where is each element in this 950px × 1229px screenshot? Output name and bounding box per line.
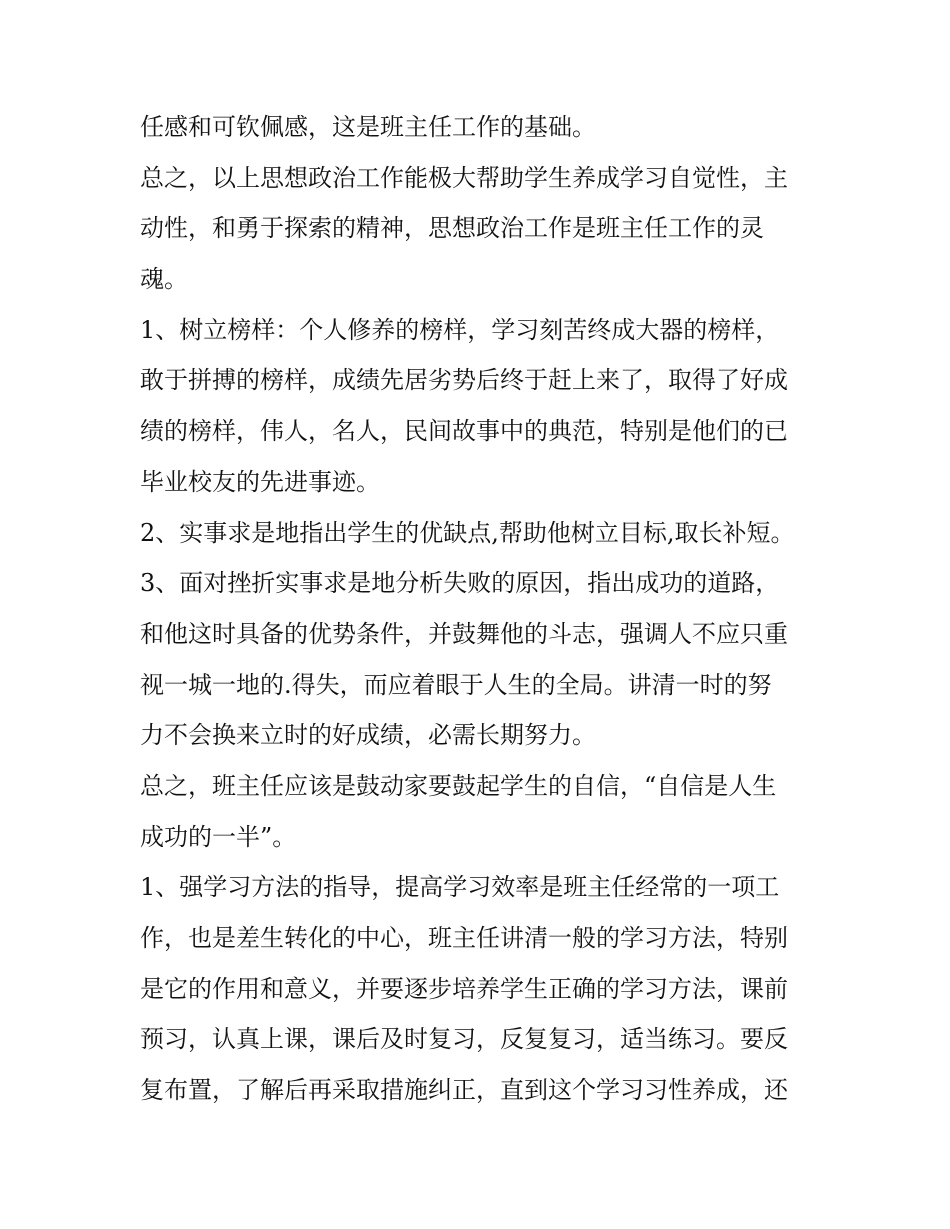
text-line: 1、树立榜样：个人修养的榜样，学习刻苦终成大器的榜样， <box>140 315 780 344</box>
text-line: 魂。 <box>140 265 188 294</box>
text-line: 总之，以上思想政治工作能极大帮助学生养成学习自觉性，主 <box>140 163 788 192</box>
text-line: 预习，认真上课，课后及时复习，反复复习，适当练习。要反 <box>140 1025 788 1054</box>
text-line: 2、实事求是地指出学生的优缺点,帮助他树立目标,取长补短。 <box>140 518 795 547</box>
text-line: 总之，班主任应该是鼓动家要鼓起学生的自信，“自信是人生 <box>140 771 777 800</box>
text-line: 敢于拼搏的榜样，成绩先居劣势后终于赶上来了，取得了好成 <box>140 366 788 395</box>
text-line: 绩的榜样，伟人，名人，民间故事中的典范，特别是他们的已 <box>140 417 788 446</box>
text-line: 和他这时具备的优势条件，并鼓舞他的斗志，强调人不应只重 <box>140 619 788 648</box>
text-line: 毕业校友的先进事迹。 <box>140 467 380 496</box>
text-line: 视一城一地的.得失，而应着眼于人生的全局。讲清一时的努 <box>140 670 772 699</box>
text-line: 是它的作用和意义，并要逐步培养学生正确的学习方法，课前 <box>140 974 788 1003</box>
text-line: 任感和可钦佩感，这是班主任工作的基础。 <box>140 113 596 141</box>
text-line: 力不会换来立时的好成绩，必需长期努力。 <box>140 721 596 750</box>
text-line: 3、面对挫折实事求是地分析失败的原因，指出成功的道路， <box>140 569 780 598</box>
text-line: 1、强学习方法的指导，提高学习效率是班主任经常的一项工 <box>140 873 780 902</box>
document-body <box>140 102 840 1116</box>
text-line: 复布置，了解后再采取措施纠正，直到这个学习习性养成，还 <box>140 1076 788 1105</box>
text-line: 成功的一半”。 <box>140 822 297 851</box>
text-line: 作，也是差生转化的中心，班主任讲清一般的学习方法，特别 <box>140 924 788 952</box>
text-line: 动性，和勇于探索的精神，思想政治工作是班主任工作的灵 <box>140 214 764 243</box>
